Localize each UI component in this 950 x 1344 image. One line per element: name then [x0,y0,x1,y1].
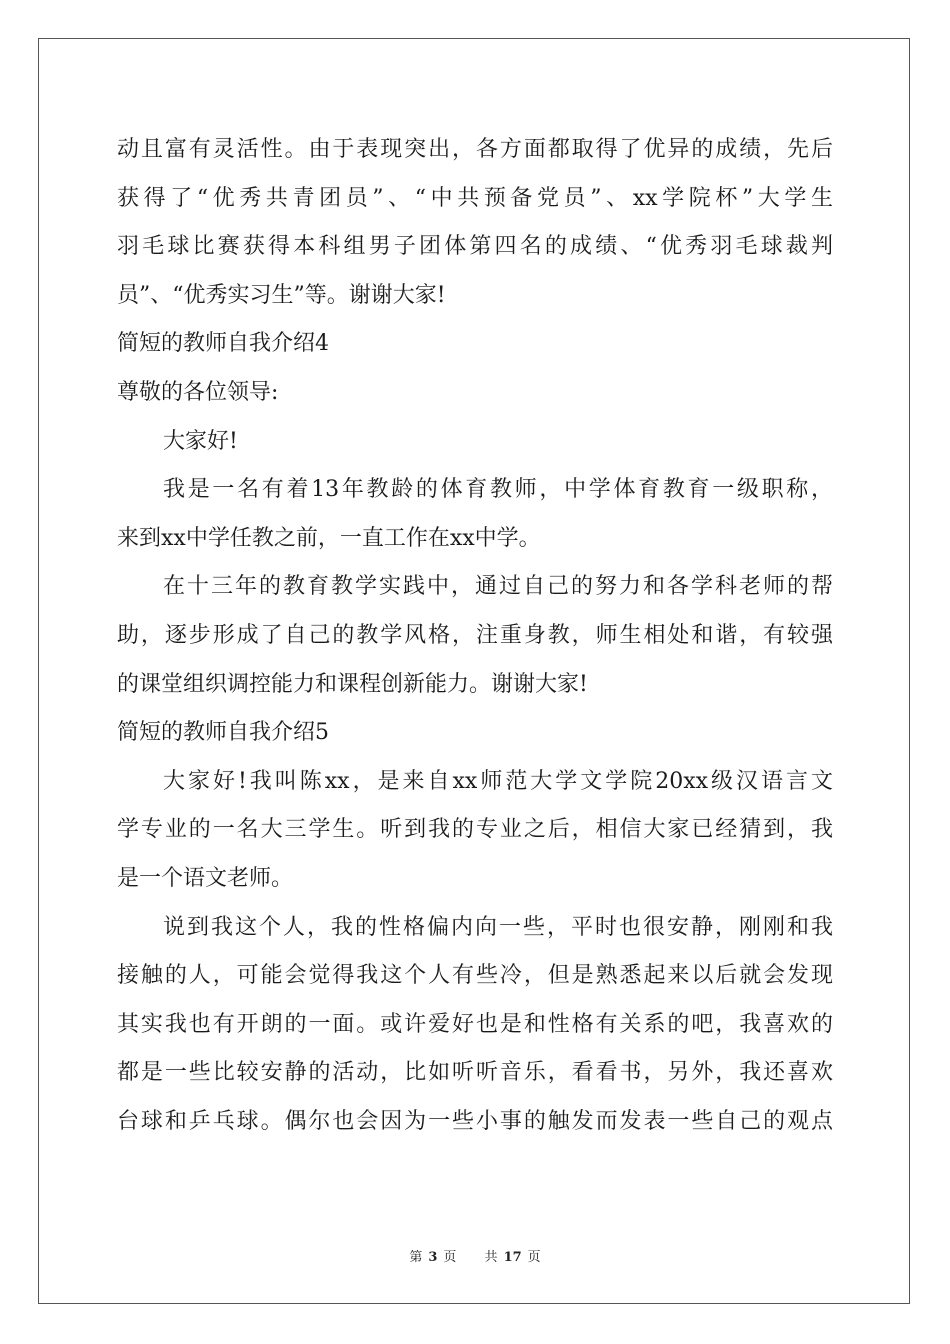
text-line-10: 在十三年的教育教学实践中，通过自己的努力和各学科老师的帮 [163,574,833,600]
page-footer [0,1246,950,1265]
text-line-2: 获得了“优秀共青团员”、“中共预备党员”、xx学院杯”大学生 [117,185,833,211]
page-prefix: 第 [409,1250,423,1265]
page-suffix: 页 [443,1250,457,1265]
text-line-4: 员”、“优秀实习生”等。谢谢大家! [117,282,446,308]
greeting: 大家好! [163,428,238,454]
document-body [117,126,833,1146]
text-line-21: 台球和乒乓球。偶尔也会因为一些小事的触发而发表一些自己的观点 [117,1108,833,1134]
text-line-1: 动且富有灵活性。由于表现突出，各方面都取得了优异的成绩，先后 [117,137,833,162]
section-heading-5: 简短的教师自我介绍5 [117,720,329,746]
text-line-9: 来到xx中学任教之前，一直工作在xx中学。 [117,525,541,551]
text-line-8: 我是一名有着13年教龄的体育教师，中学体育教育一级职称， [163,477,833,503]
text-line-3: 羽毛球比赛获得本科组男子团体第四名的成绩、“优秀羽毛球裁判 [117,234,833,260]
text-line-18: 接触的人，可能会觉得我这个人有些冷，但是熟悉起来以后就会发现 [117,963,833,989]
total-suffix: 页 [527,1250,541,1265]
text-line-16: 是一个语文老师。 [117,865,294,891]
text-line-19: 其实我也有开朗的一面。或许爱好也是和性格有关系的吧，我喜欢的 [117,1011,833,1037]
text-line-20: 都是一些比较安静的活动，比如听听音乐，看看书，另外，我还喜欢 [117,1060,833,1086]
total-pages: 17 [503,1250,522,1265]
current-page: 3 [428,1250,438,1265]
text-line-11: 助，逐步形成了自己的教学风格，注重身教，师生相处和谐，有较强 [117,622,833,648]
page-number [403,1250,462,1265]
text-line-12: 的课堂组织调控能力和课程创新能力。谢谢大家! [117,671,588,697]
text-line-14: 大家好!我叫陈xx，是来自xx师范大学文学院20xx级汉语言文 [163,768,833,794]
text-line-15: 学专业的一名大三学生。听到我的专业之后，相信大家已经猜到，我 [117,817,833,843]
page-total [479,1250,547,1265]
total-prefix: 共 [484,1250,498,1265]
salutation: 尊敬的各位领导: [117,379,279,405]
section-heading-4: 简短的教师自我介绍4 [117,331,329,357]
text-line-17: 说到我这个人，我的性格偏内向一些，平时也很安静，刚刚和我 [163,914,833,940]
